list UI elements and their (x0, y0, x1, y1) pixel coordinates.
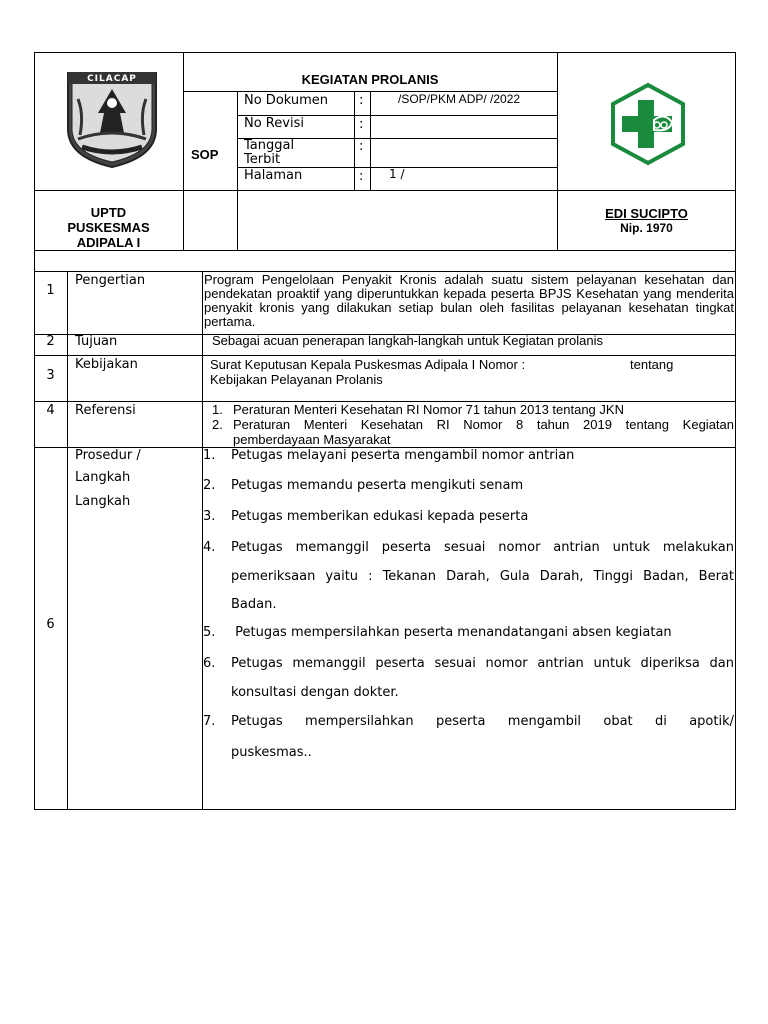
step-number: 2. (203, 478, 216, 493)
meta-colon: : (359, 117, 364, 132)
meta-label-no-dokumen: No Dokumen (244, 93, 329, 108)
row-number: 6 (46, 617, 55, 632)
table-right-border (735, 52, 736, 810)
page-title: KEGIATAN PROLANIS (301, 72, 439, 87)
org-line-uptd: UPTD (90, 205, 127, 220)
tujuan-text: Sebagai acuan penerapan langkah-langkah untuk Kegiatan prolanis (212, 333, 604, 348)
pengertian-text: Program Pengelolaan Penyakit Kronis adalah suatu sistem pelayanan kesehatan dan pendekatan proaktif yang diperuntukkan kepada peserta BPJS Kesehatan yang menderita penyakit kronis yang dilakukan setiap bulan oleh fasilitas pelayanan kesehatan tingkat pertama. (204, 272, 734, 329)
logo-banner-text: CILACAP (87, 74, 137, 84)
procedure-step (203, 478, 734, 494)
signer-nip: Nip. 1970 (620, 221, 673, 235)
step-text: Petugas melayani peserta mengambil nomor antrian (231, 448, 575, 463)
step-text: Petugas memanggil peserta sesuai nomor antrian untuk diperiksa dan (231, 656, 734, 671)
row-label-langkah: Langkah (75, 494, 131, 509)
referensi-item-number: 2. (212, 417, 223, 432)
meta-colon: : (359, 93, 364, 108)
row-label-prosedur: Prosedur / (75, 448, 141, 463)
meta-label-tanggal: Tanggal (244, 138, 295, 153)
referensi-item-number: 1. (212, 402, 223, 417)
meta-label-terbit: Terbit (244, 152, 281, 167)
row-number: 4 (46, 403, 55, 418)
num-col-border (67, 271, 68, 809)
step-text: Petugas memanggil peserta sesuai nomor antrian untuk melakukan (231, 540, 734, 555)
row-number: 2 (46, 334, 55, 349)
row-label-referensi: Referensi (75, 403, 136, 418)
meta-label-no-revisi: No Revisi (244, 116, 304, 131)
row-border (34, 355, 736, 356)
meta-colon: : (359, 169, 364, 184)
meta-value-halaman: 1 / (389, 167, 405, 181)
step-text-cont: puskesmas.. (231, 745, 312, 760)
kebijakan-text-line2: Kebijakan Pelayanan Prolanis (210, 372, 383, 387)
meta-colon-col-border (354, 91, 355, 190)
row-number: 3 (46, 368, 55, 383)
header-top-border (34, 52, 736, 53)
step-text: Petugas memandu peserta mengikuti senam (231, 478, 524, 493)
step-text: Petugas mempersilahkan peserta mengambil obat di apotik/ (231, 714, 734, 729)
procedure-step (203, 509, 734, 525)
puskesmas-green-cross-icon (610, 82, 686, 166)
step-number: 5. (203, 625, 216, 640)
header-mid-border (34, 190, 736, 191)
row-number: 1 (46, 283, 55, 298)
kebijakan-text-tentang: tentang (630, 357, 674, 372)
step-number: 1. (203, 448, 216, 463)
row-label-kebijakan: Kebijakan (75, 357, 138, 372)
step-text: Petugas mempersilahkan peserta menandatangani absen kegiatan (231, 625, 672, 640)
table-left-border (34, 52, 35, 810)
table-bottom-border (34, 809, 736, 810)
org-line-adipala: ADIPALA I (76, 235, 141, 250)
procedure-step (203, 448, 734, 464)
step-text-cont: pemeriksaan yaitu : Tekanan Darah, Gula Darah, Tinggi Badan, Berat (231, 569, 734, 584)
row-label-langkah: Langkah (75, 470, 131, 485)
org-line-puskesmas: PUSKESMAS (67, 220, 150, 235)
procedure-step (203, 714, 734, 764)
kebijakan-text-line1: Surat Keputusan Kepala Puskesmas Adipala I Nomor : (210, 357, 526, 372)
meta-value-col-border (370, 91, 371, 190)
cilacap-crest-icon (64, 69, 160, 169)
row-label-pengertian: Pengertian (75, 273, 146, 288)
sop-col-border (237, 91, 238, 250)
header-bottom-border (34, 250, 736, 251)
step-number: 7. (203, 714, 216, 729)
sop-label: SOP (191, 147, 219, 162)
step-number: 6. (203, 656, 216, 671)
step-text-cont: Badan. (231, 597, 277, 612)
step-number: 3. (203, 509, 216, 524)
row-label-tujuan: Tujuan (75, 334, 118, 349)
step-text-cont: konsultasi dengan dokter. (231, 685, 399, 700)
step-number: 4. (203, 540, 216, 555)
procedure-step (203, 625, 734, 641)
meta-value-no-dokumen: /SOP/PKM ADP/ /2022 (398, 92, 521, 106)
referensi-item-text: Peraturan Menteri Kesehatan RI Nomor 71 tahun 2013 tentang JKN (233, 402, 624, 417)
meta-label-halaman: Halaman (244, 168, 303, 183)
referensi-item-text-cont: pemberdayaan Masyarakat (233, 432, 391, 447)
step-text: Petugas memberikan edukasi kepada peserta (231, 509, 529, 524)
procedure-step (203, 656, 734, 706)
meta-colon: : (359, 139, 364, 154)
referensi-item-text: Peraturan Menteri Kesehatan RI Nomor 8 tahun 2019 tentang Kegiatan (233, 417, 734, 432)
signer-name: EDI SUCIPTO (605, 206, 688, 221)
procedure-step (203, 540, 734, 620)
